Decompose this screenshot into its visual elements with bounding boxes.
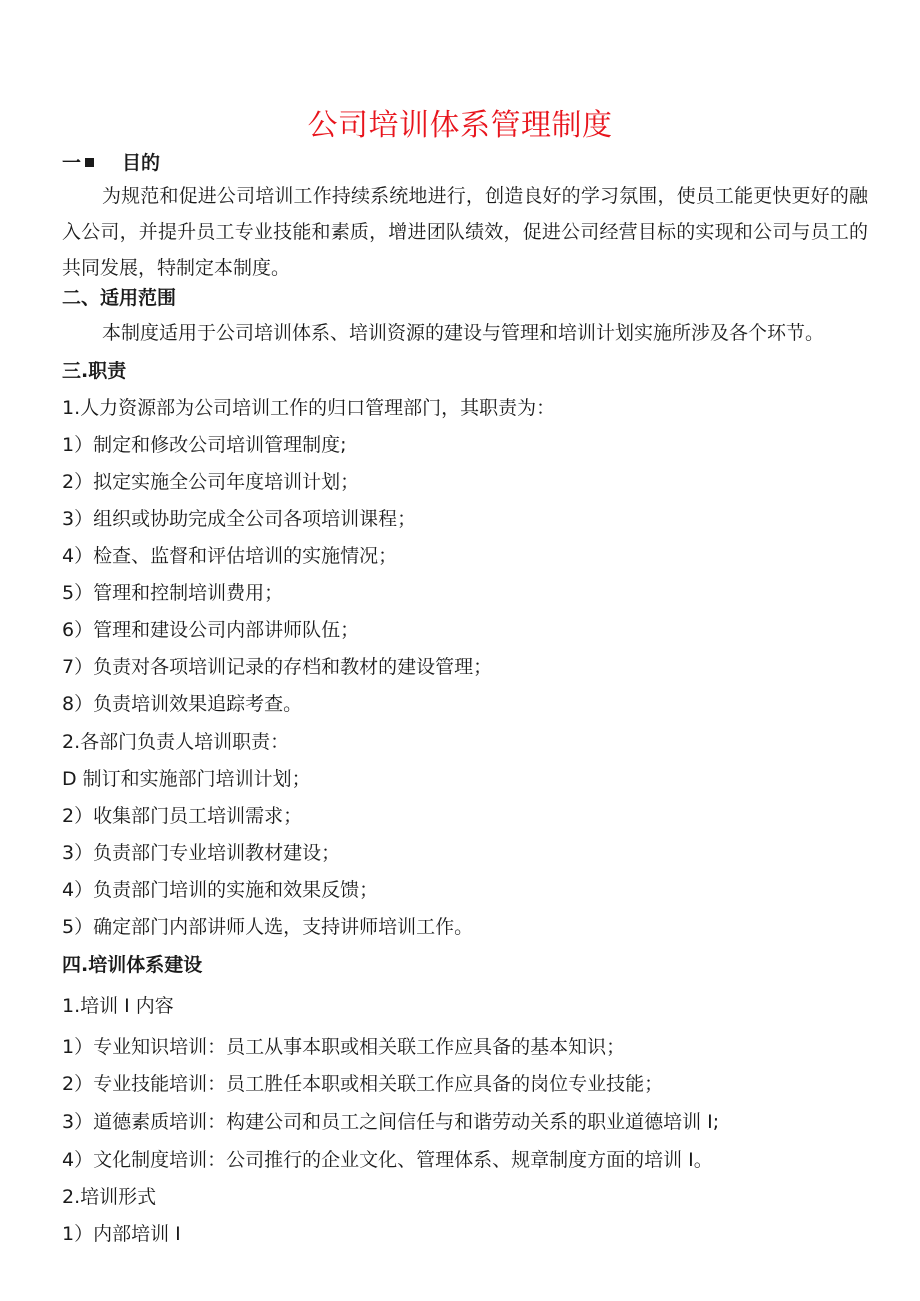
list-item: 3）组织或协助完成全公司各项培训课程；	[62, 508, 417, 530]
list-item: 8）负责培训效果追踪考查。	[62, 693, 303, 715]
section-1-title: 目的	[122, 152, 161, 174]
document-title: 公司培训体系管理制度	[307, 108, 613, 143]
list-item: D 制订和实施部门培训计划；	[62, 768, 311, 790]
section-3-heading: 三.职责	[62, 360, 127, 382]
list-item: 2）拟定实施全公司年度培训计划；	[62, 471, 360, 493]
list-item: 4）文化制度培训：公司推行的企业文化、管理体系、规章制度方面的培训 I。	[62, 1149, 713, 1171]
section-1-paragraph: 为规范和促进公司培训工作持续系统地进行，创造良好的学习氛围，使员工能更快更好的融入公司，并提升员工专业技能和素质，增进团队绩效，促进公司经营目标的实现和公司与员工的共同发展，特制定本制度。	[62, 185, 868, 279]
section-4-intro-1: 1.培训 I 内容	[62, 995, 174, 1017]
square-bullet-icon	[85, 158, 94, 167]
list-item: 1）制定和修改公司培训管理制度;	[62, 434, 347, 456]
section-4-intro-2: 2.培训形式	[62, 1186, 157, 1208]
section-3-intro-1: 1.人力资源部为公司培训工作的归口管理部门，其职责为：	[62, 397, 556, 419]
list-item: 6）管理和建设公司内部讲师队伍；	[62, 619, 360, 641]
list-item: 1）专业知识培训：员工从事本职或相关联工作应具备的基本知识；	[62, 1036, 626, 1058]
list-item: 2）收集部门员工培训需求；	[62, 805, 303, 827]
section-1-heading	[62, 150, 160, 176]
list-item: 7）负责对各项培训记录的存档和教材的建设管理；	[62, 656, 493, 678]
section-1-number: 一	[62, 152, 82, 174]
list-item: 4）负责部门培训的实施和效果反馈；	[62, 879, 379, 901]
list-item: 5）确定部门内部讲师人选，支持讲师培训工作。	[62, 916, 474, 938]
section-4-heading: 四.培训体系建设	[62, 954, 203, 976]
section-2-heading: 二、适用范围	[62, 287, 177, 309]
list-item: 4）检查、监督和评估培训的实施情况；	[62, 545, 398, 567]
list-item: 2）专业技能培训：员工胜任本职或相关联工作应具备的岗位专业技能；	[62, 1073, 664, 1095]
section-2-paragraph: 本制度适用于公司培训体系、培训资源的建设与管理和培训计划实施所涉及各个环节。	[102, 322, 825, 344]
section-3-intro-2: 2.各部门负责人培训职责：	[62, 731, 290, 753]
list-item: 3）道德素质培训：构建公司和员工之间信任与和谐劳动关系的职业道德培训 I;	[62, 1111, 720, 1133]
list-item: 3）负责部门专业培训教材建设；	[62, 842, 341, 864]
list-item: 5）管理和控制培训费用；	[62, 582, 284, 604]
list-item: 1）内部培训 I	[62, 1223, 181, 1245]
